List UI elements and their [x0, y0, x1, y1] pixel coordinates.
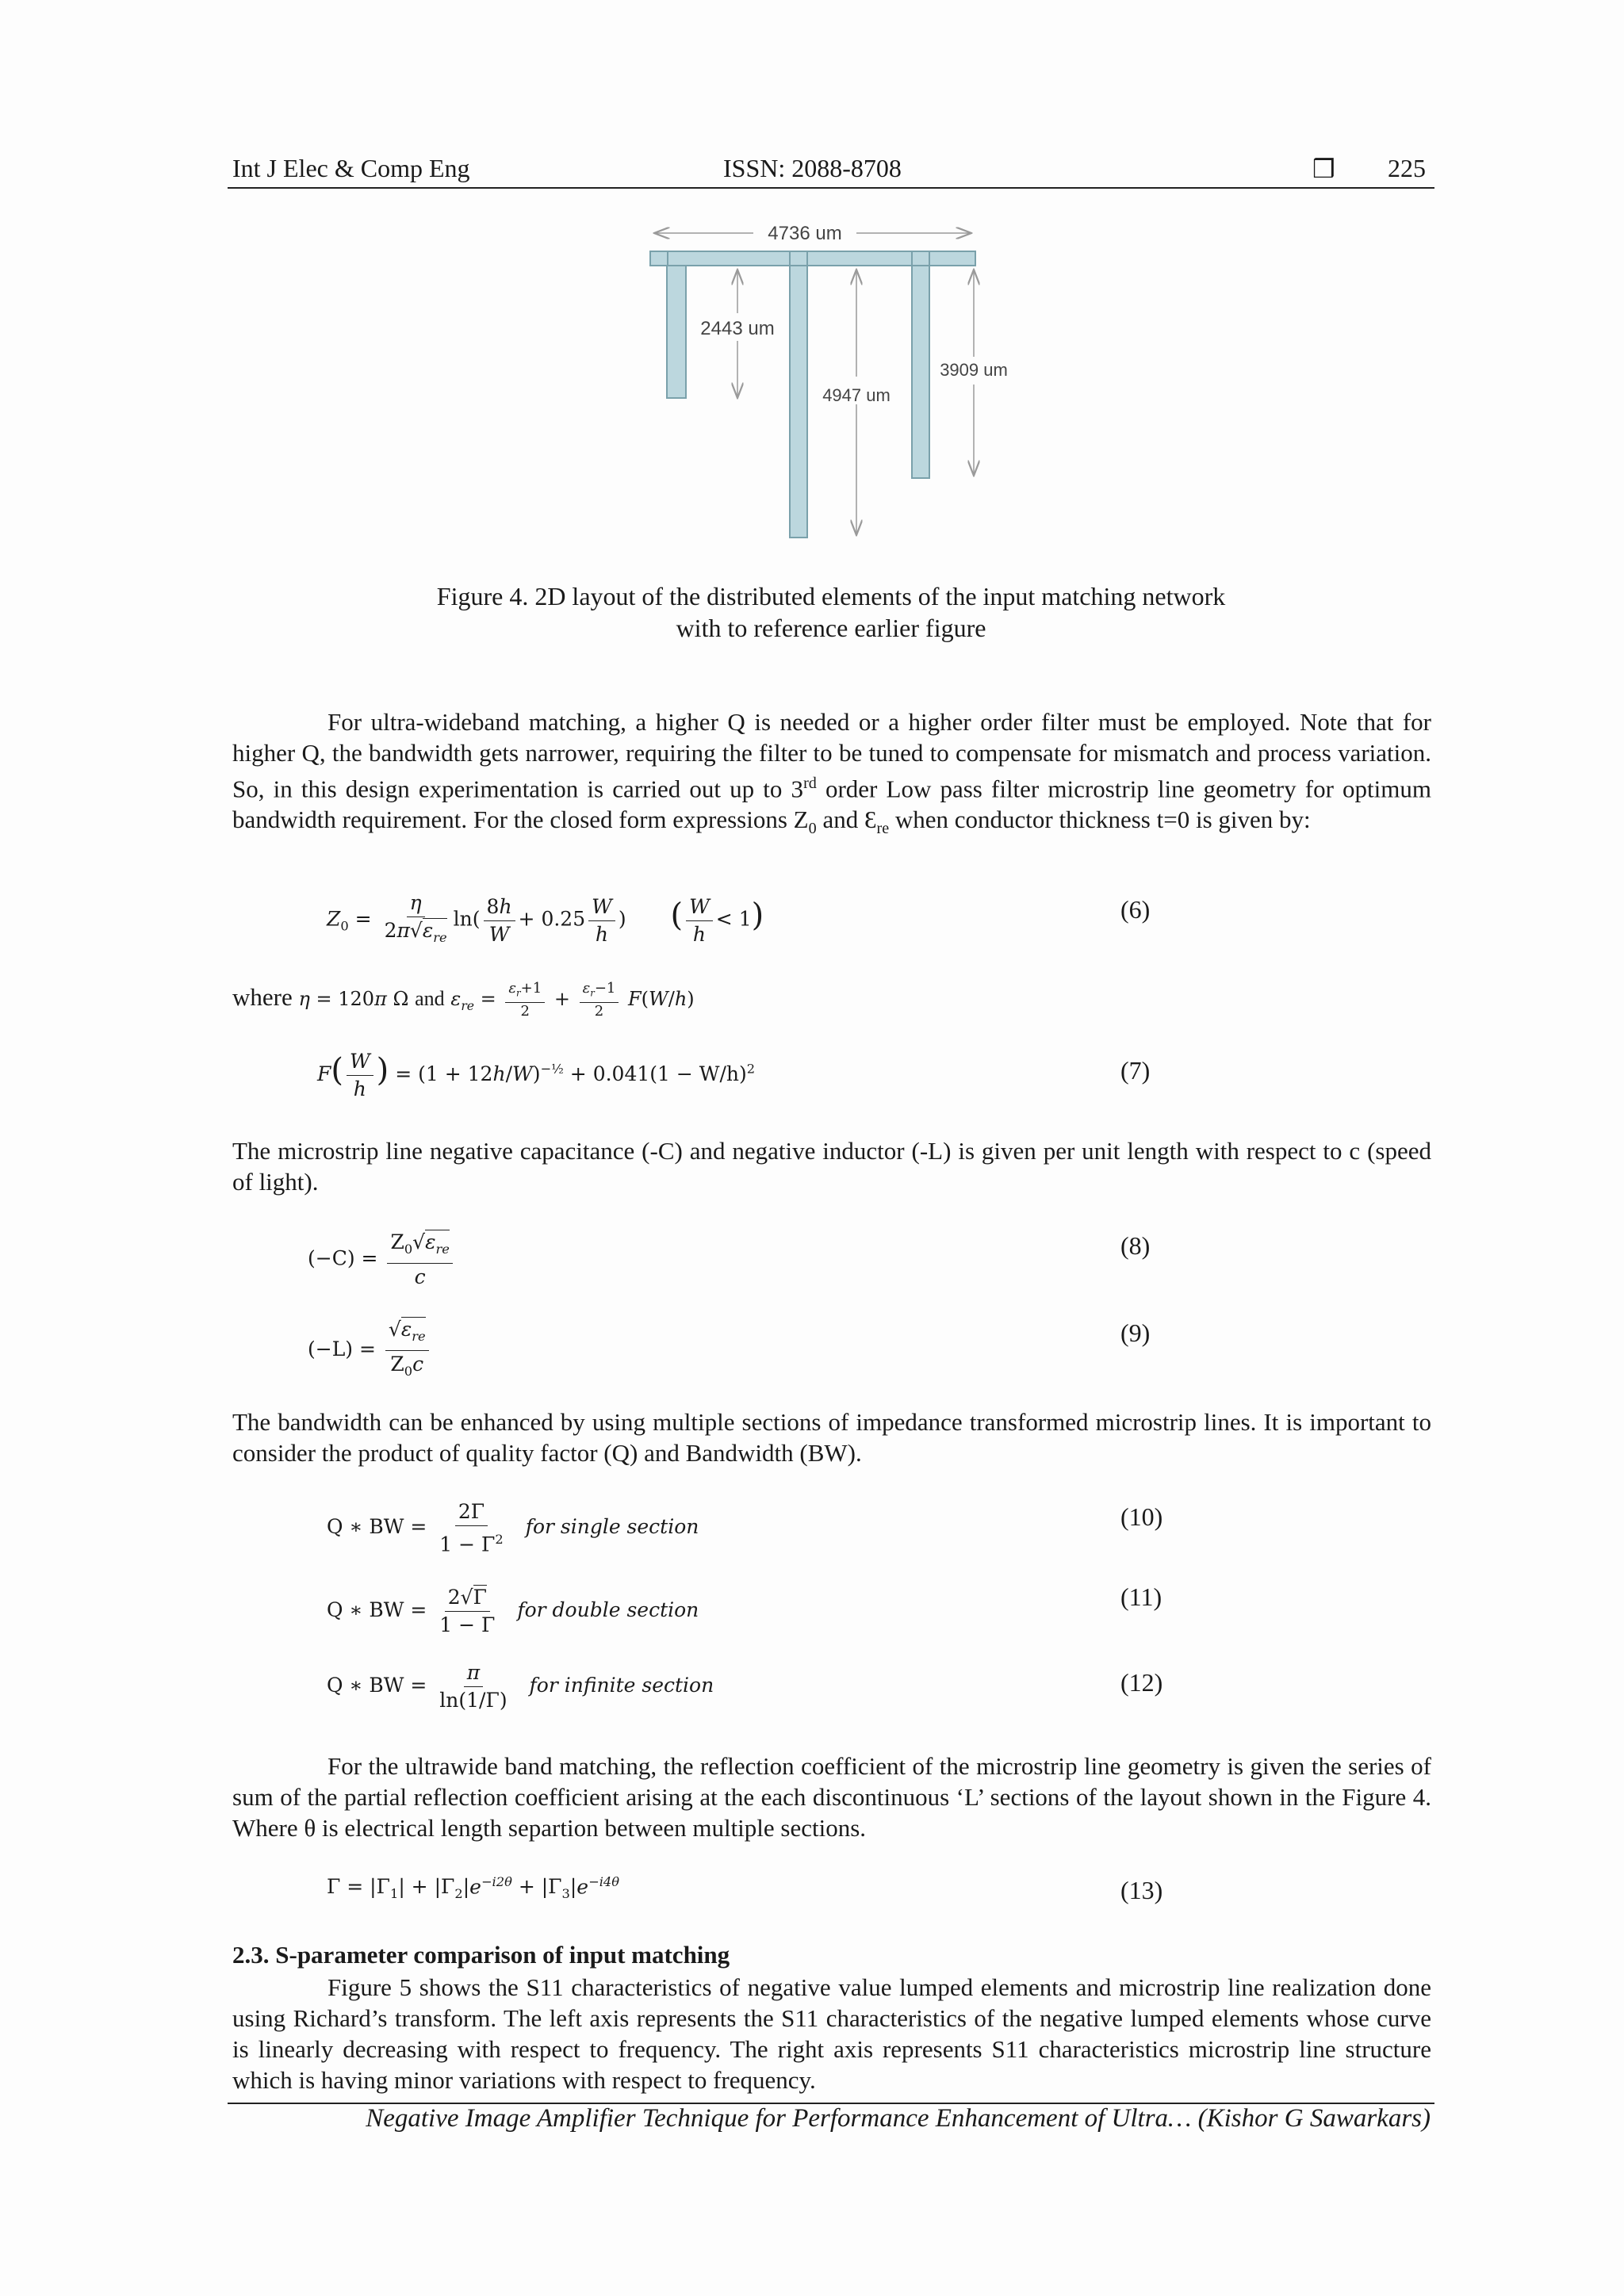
equation-number-11: (11) [1120, 1582, 1162, 1611]
box-icon: ❒ [1312, 155, 1335, 183]
equation-number-13: (13) [1120, 1876, 1163, 1904]
paragraph-2: The microstrip line negative capacitance (-C) and negative inductor (-L) is given per unit length with respect to c (speed of light). [232, 1137, 1431, 1196]
equation-number-7: (7) [1120, 1056, 1151, 1085]
equation-number-12: (12) [1120, 1668, 1163, 1697]
equation-number-8: (8) [1120, 1231, 1151, 1260]
dim-stub2-label: 4947 um [822, 385, 891, 405]
dim-width-label: 4736 um [768, 223, 842, 244]
equation-8: (−C) = $\frac{Z_0√\varepsilon_{re}}{c}$ [308, 1229, 456, 1291]
journal-name: Int J Elec & Comp Eng [232, 154, 470, 182]
paragraph-1: For ultra-wideband matching, a higher Q is needed or a higher order filter must be employed. Note that for higher Q, the bandwidth gets narrower, requiring the filter to be tuned to compensate for mismatch and process variation. So, in this design experimentation is carried out up to 3rd order Low pass filter microstrip line geometry for optimum bandwidth requirement. For the closed form expressions $Z_0$ and $Ɛ_{re}$ when conductor thickness t=0 is given by: [232, 708, 1431, 838]
figure-4-layout [634, 214, 1031, 547]
equation-11: Q ∗ BW = $\frac{2√\Gamma}{1 - \Gamma}$ for double section [327, 1586, 699, 1636]
figure-caption-line2: with to reference earlier figure [676, 614, 986, 642]
equation-10: Q ∗ BW = $\frac{2\Gamma}{1 - \Gamma^2}$ for single section [327, 1500, 699, 1556]
equation-9: (−L) = $\frac{√\varepsilon_{re}}{Z_0c}$ [308, 1316, 432, 1385]
stub-1 [667, 266, 686, 398]
footer-citation: Negative Image Amplifier Technique for Performance Enhancement of Ultra… (Kishor G Sawarkars) [366, 2104, 1431, 2133]
page-number: 225 [1388, 154, 1426, 182]
equation-12: Q ∗ BW = $\frac{\pi}{\ln(1/\Gamma)}$ for infinite section [327, 1661, 714, 1712]
equation-number-10: (10) [1120, 1502, 1163, 1531]
stub-2 [790, 266, 807, 538]
header-rule [228, 187, 1434, 189]
equation-6: $Z_0$ = $\frac{\eta}{2\pi√\varepsilon_{re}}$ ln( $\frac{8h}{W}$ + 0.25 $\frac{W}{h}$ ) ( $\frac{W}{h}$ < 1) [327, 891, 764, 946]
equation-13: $\Gamma = |\Gamma_1| + |\Gamma_2|e^{-i2\theta} + |\Gamma_3|e^{-i4\theta}$ [327, 1874, 620, 1902]
stub-3 [912, 266, 929, 478]
equation-number-9: (9) [1120, 1318, 1151, 1347]
figure-caption-line1: Figure 4. 2D layout of the distributed elements of the input matching network [436, 582, 1226, 610]
paragraph-5: Figure 5 shows the S11 characteristics of negative value lumped elements and microstrip line realization done using Richard’s transform. The left axis represents the S11 characteristics of the negative lumped elements whose curve is linearly decreasing with respect to frequency. The right axis represents S11 characteristics microstrip line structure which is having minor variations with respect to frequency. [232, 1973, 1431, 2094]
equation-number-6: (6) [1120, 895, 1151, 924]
where-line: where η = 120π Ω and $\varepsilon_{re}$ = $\frac{\varepsilon_r+1}{2}$ + $\frac{\varepsilon_r-1}{2}$ F(W/h) [232, 980, 695, 1020]
dim-stub3-label: 3909 um [940, 360, 1008, 380]
equation-7: F( $\frac{W}{h}$ ) = $(1 + 12h/W)^{-\frac{1}{2}} + 0.041(1 - W/h)^2$ [317, 1050, 756, 1100]
dim-stub1-label: 2443 um [700, 318, 775, 339]
paragraph-3: The bandwidth can be enhanced by using multiple sections of impedance transformed microstrip lines. It is important to consider the product of quality factor (Q) and Bandwidth (BW). [232, 1408, 1431, 1467]
section-heading: 2.3. S-parameter comparison of input matching [232, 1941, 730, 1969]
paragraph-4: For the ultrawide band matching, the reflection coefficient of the microstrip line geometry is given the series of sum of the partial reflection coefficient arising at the each discontinuous ‘L’ sections of the layout shown in the Figure 4. Where θ is electrical length separtion between multiple sections. [232, 1752, 1431, 1842]
issn: ISSN: 2088-8708 [723, 154, 902, 182]
